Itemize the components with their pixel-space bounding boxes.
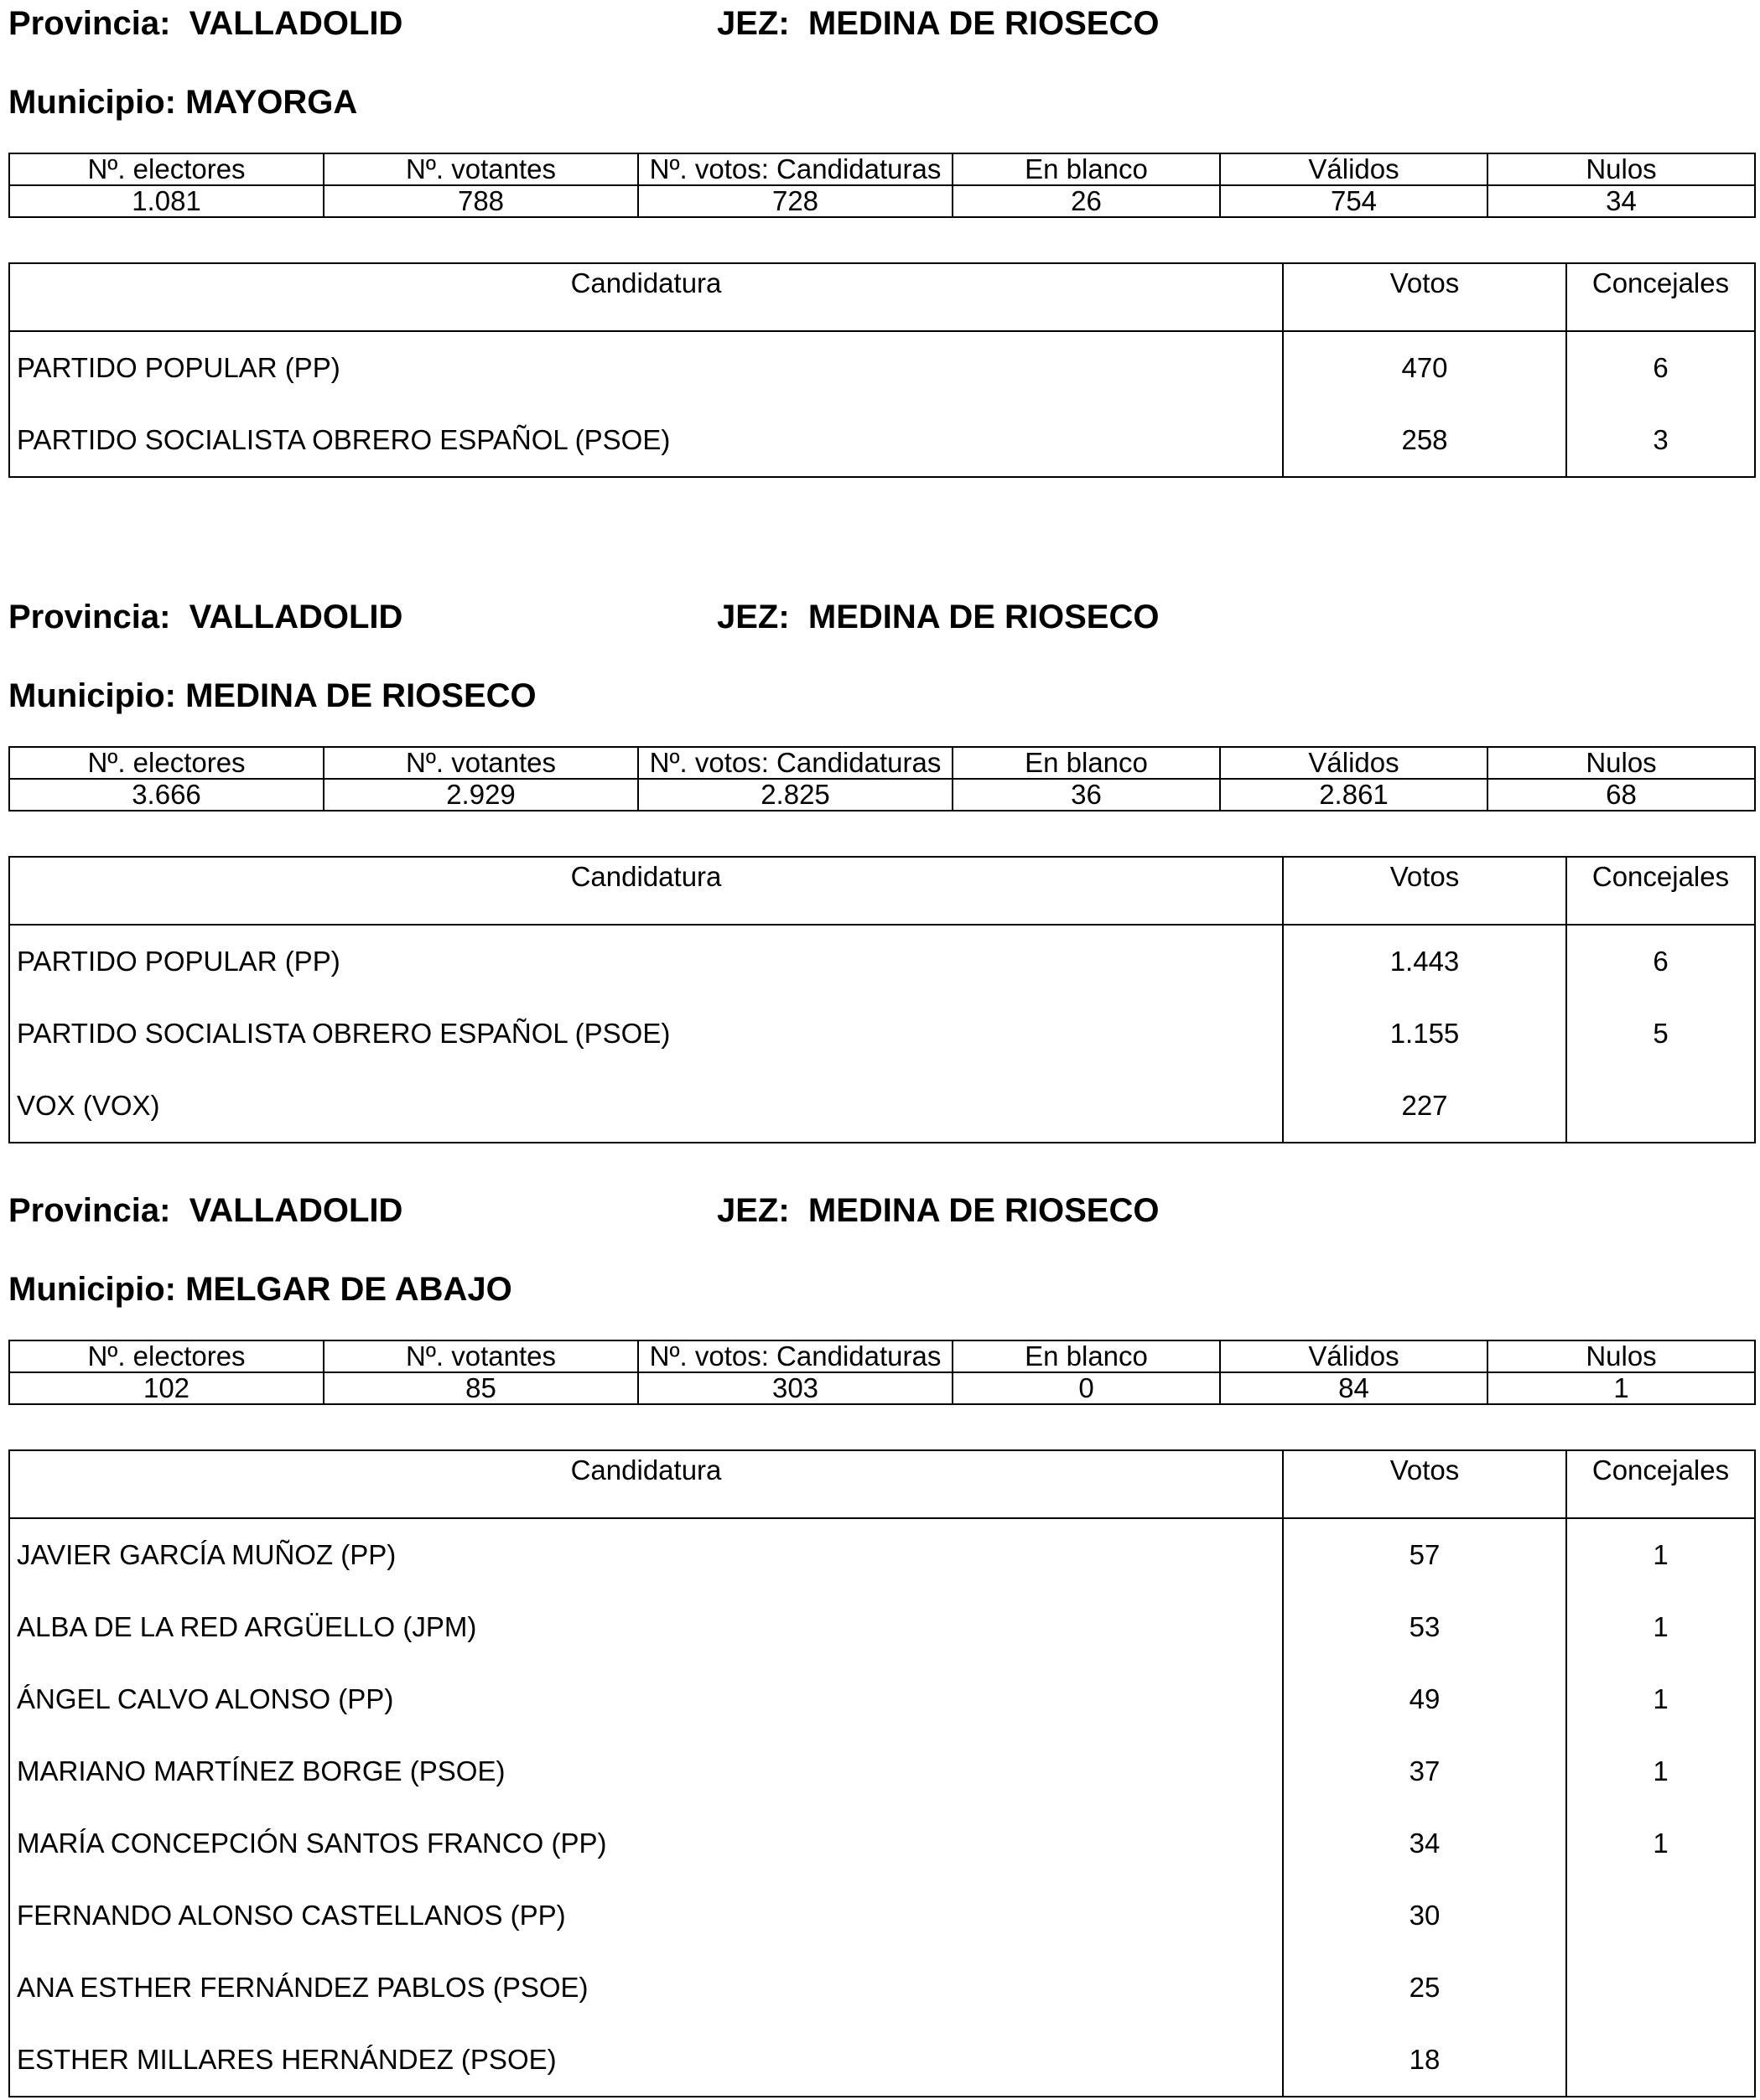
summary-header: Nº. electores <box>9 1340 324 1372</box>
candidate-votos: 1.155 <box>1283 998 1566 1070</box>
municipio-label: Municipio: <box>8 677 176 714</box>
summary-value: 84 <box>1220 1372 1487 1404</box>
summary-header: Válidos <box>1220 747 1487 779</box>
jez-label: JEZ: <box>717 1192 790 1229</box>
candidate-concejales: 1 <box>1566 1518 1755 1591</box>
provincia-label: Provincia: <box>8 599 171 635</box>
municipio-value: MEDINA DE RIOSECO <box>185 677 537 714</box>
concejales-header: Concejales <box>1566 857 1755 925</box>
provincia-label: Provincia: <box>8 5 171 42</box>
candidate-votos: 258 <box>1283 404 1566 477</box>
jez-label: JEZ: <box>717 599 790 635</box>
table-row <box>9 1518 1755 1591</box>
candidatura-header: Candidatura <box>9 1450 1283 1518</box>
table-row <box>9 404 1755 477</box>
table-row <box>9 1880 1755 1952</box>
summary-header: En blanco <box>953 153 1220 185</box>
candidate-name: FERNANDO ALONSO CASTELLANOS (PP) <box>17 1900 566 1931</box>
candidate-votos: 34 <box>1283 1807 1566 1880</box>
candidate-votos: 1.443 <box>1283 925 1566 998</box>
candidate-concejales: 6 <box>1566 925 1755 998</box>
candidate-votos: 37 <box>1283 1735 1566 1807</box>
candidate-name: PARTIDO POPULAR (PP) <box>17 352 340 383</box>
candidatura-header-row <box>9 263 1755 331</box>
candidatura-header-row <box>9 1450 1755 1518</box>
summary-header: En blanco <box>953 747 1220 779</box>
summary-header: Nº. votos: Candidaturas <box>638 1340 953 1372</box>
table-row <box>9 2024 1755 2097</box>
summary-header: En blanco <box>953 1340 1220 1372</box>
candidatura-header-row <box>9 857 1755 925</box>
candidate-concejales: 1 <box>1566 1807 1755 1880</box>
candidate-name: MARIANO MARTÍNEZ BORGE (PSOE) <box>17 1755 506 1786</box>
summary-table <box>8 1340 1756 1405</box>
summary-header: Nulos <box>1487 1340 1755 1372</box>
table-row <box>9 998 1755 1070</box>
summary-value: 34 <box>1487 185 1755 217</box>
table-row <box>9 1807 1755 1880</box>
summary-header-row <box>9 747 1755 779</box>
summary-value: 754 <box>1220 185 1487 217</box>
table-row <box>9 1735 1755 1807</box>
municipio-label: Municipio: <box>8 84 176 121</box>
table-row <box>9 1952 1755 2024</box>
candidatura-table <box>8 1449 1756 2097</box>
candidatura-header: Candidatura <box>9 263 1283 331</box>
municipio-value: MELGAR DE ABAJO <box>185 1271 512 1308</box>
summary-value: 85 <box>324 1372 638 1404</box>
summary-header: Válidos <box>1220 153 1487 185</box>
summary-value: 3.666 <box>9 779 324 811</box>
summary-header: Nº. votantes <box>324 1340 638 1372</box>
summary-header: Nº. electores <box>9 747 324 779</box>
provincia-label: Provincia: <box>8 1192 171 1229</box>
table-row <box>9 331 1755 404</box>
candidate-concejales: 1 <box>1566 1663 1755 1735</box>
jez-line <box>717 7 1159 40</box>
summary-header: Nº. electores <box>9 153 324 185</box>
candidate-votos: 49 <box>1283 1663 1566 1735</box>
candidate-name: ANA ESTHER FERNÁNDEZ PABLOS (PSOE) <box>17 1972 589 2003</box>
candidate-name: VOX (VOX) <box>17 1090 160 1121</box>
summary-value: 1.081 <box>9 185 324 217</box>
table-row <box>9 1591 1755 1663</box>
provincia-line <box>8 600 402 634</box>
summary-header: Nº. votantes <box>324 153 638 185</box>
summary-value: 0 <box>953 1372 1220 1404</box>
concejales-header: Concejales <box>1566 263 1755 331</box>
votos-header: Votos <box>1283 1450 1566 1518</box>
concejales-header: Concejales <box>1566 1450 1755 1518</box>
provincia-line <box>8 1194 402 1227</box>
candidate-votos: 18 <box>1283 2024 1566 2097</box>
summary-value: 2.825 <box>638 779 953 811</box>
candidatura-table <box>8 856 1756 1143</box>
candidate-name: MARÍA CONCEPCIÓN SANTOS FRANCO (PP) <box>17 1828 607 1859</box>
candidate-concejales <box>1566 1880 1755 1952</box>
candidate-votos: 227 <box>1283 1070 1566 1143</box>
candidate-name: ÁNGEL CALVO ALONSO (PP) <box>17 1683 394 1714</box>
candidate-concejales: 6 <box>1566 331 1755 404</box>
summary-table <box>8 153 1756 218</box>
summary-header: Nº. votos: Candidaturas <box>638 747 953 779</box>
candidate-name: ALBA DE LA RED ARGÜELLO (JPM) <box>17 1611 477 1642</box>
summary-header-row <box>9 1340 1755 1372</box>
candidate-concejales: 5 <box>1566 998 1755 1070</box>
candidatura-table <box>8 262 1756 478</box>
votos-header: Votos <box>1283 857 1566 925</box>
summary-value-row <box>9 779 1755 811</box>
municipio-label: Municipio: <box>8 1271 176 1308</box>
jez-value: MEDINA DE RIOSECO <box>807 1192 1160 1229</box>
summary-value: 2.861 <box>1220 779 1487 811</box>
summary-value: 102 <box>9 1372 324 1404</box>
jez-value: MEDINA DE RIOSECO <box>807 599 1160 635</box>
summary-value: 728 <box>638 185 953 217</box>
summary-header: Nº. votantes <box>324 747 638 779</box>
table-row <box>9 925 1755 998</box>
candidate-votos: 53 <box>1283 1591 1566 1663</box>
candidate-concejales: 1 <box>1566 1735 1755 1807</box>
candidate-votos: 25 <box>1283 1952 1566 2024</box>
summary-value: 303 <box>638 1372 953 1404</box>
municipio-line <box>8 86 357 119</box>
summary-value: 1 <box>1487 1372 1755 1404</box>
summary-value: 68 <box>1487 779 1755 811</box>
candidate-concejales <box>1566 1952 1755 2024</box>
summary-header: Nº. votos: Candidaturas <box>638 153 953 185</box>
municipio-line <box>8 679 537 713</box>
candidate-name: PARTIDO POPULAR (PP) <box>17 946 340 977</box>
candidate-name: JAVIER GARCÍA MUÑOZ (PP) <box>17 1539 397 1570</box>
summary-header-row <box>9 153 1755 185</box>
table-row <box>9 1070 1755 1143</box>
candidate-concejales: 3 <box>1566 404 1755 477</box>
candidate-name: ESTHER MILLARES HERNÁNDEZ (PSOE) <box>17 2044 557 2075</box>
municipio-value: MAYORGA <box>185 84 358 121</box>
provincia-line <box>8 7 402 40</box>
candidate-votos: 470 <box>1283 331 1566 404</box>
candidate-votos: 57 <box>1283 1518 1566 1591</box>
jez-value: MEDINA DE RIOSECO <box>807 5 1160 42</box>
summary-header: Válidos <box>1220 1340 1487 1372</box>
provincia-value: VALLADOLID <box>189 1192 403 1229</box>
candidatura-header: Candidatura <box>9 857 1283 925</box>
jez-line <box>717 600 1159 634</box>
summary-value-row <box>9 1372 1755 1404</box>
summary-value: 2.929 <box>324 779 638 811</box>
summary-value: 36 <box>953 779 1220 811</box>
candidate-concejales <box>1566 1070 1755 1143</box>
jez-label: JEZ: <box>717 5 790 42</box>
jez-line <box>717 1194 1159 1227</box>
table-row <box>9 1663 1755 1735</box>
candidate-votos: 30 <box>1283 1880 1566 1952</box>
provincia-value: VALLADOLID <box>189 599 403 635</box>
municipio-line <box>8 1273 512 1306</box>
summary-value: 788 <box>324 185 638 217</box>
summary-header: Nulos <box>1487 153 1755 185</box>
summary-value-row <box>9 185 1755 217</box>
candidate-name: PARTIDO SOCIALISTA OBRERO ESPAÑOL (PSOE) <box>17 424 671 455</box>
provincia-value: VALLADOLID <box>189 5 403 42</box>
candidate-concejales: 1 <box>1566 1591 1755 1663</box>
summary-header: Nulos <box>1487 747 1755 779</box>
candidate-concejales <box>1566 2024 1755 2097</box>
candidate-name: PARTIDO SOCIALISTA OBRERO ESPAÑOL (PSOE) <box>17 1018 671 1049</box>
summary-table <box>8 746 1756 811</box>
votos-header: Votos <box>1283 263 1566 331</box>
summary-value: 26 <box>953 185 1220 217</box>
